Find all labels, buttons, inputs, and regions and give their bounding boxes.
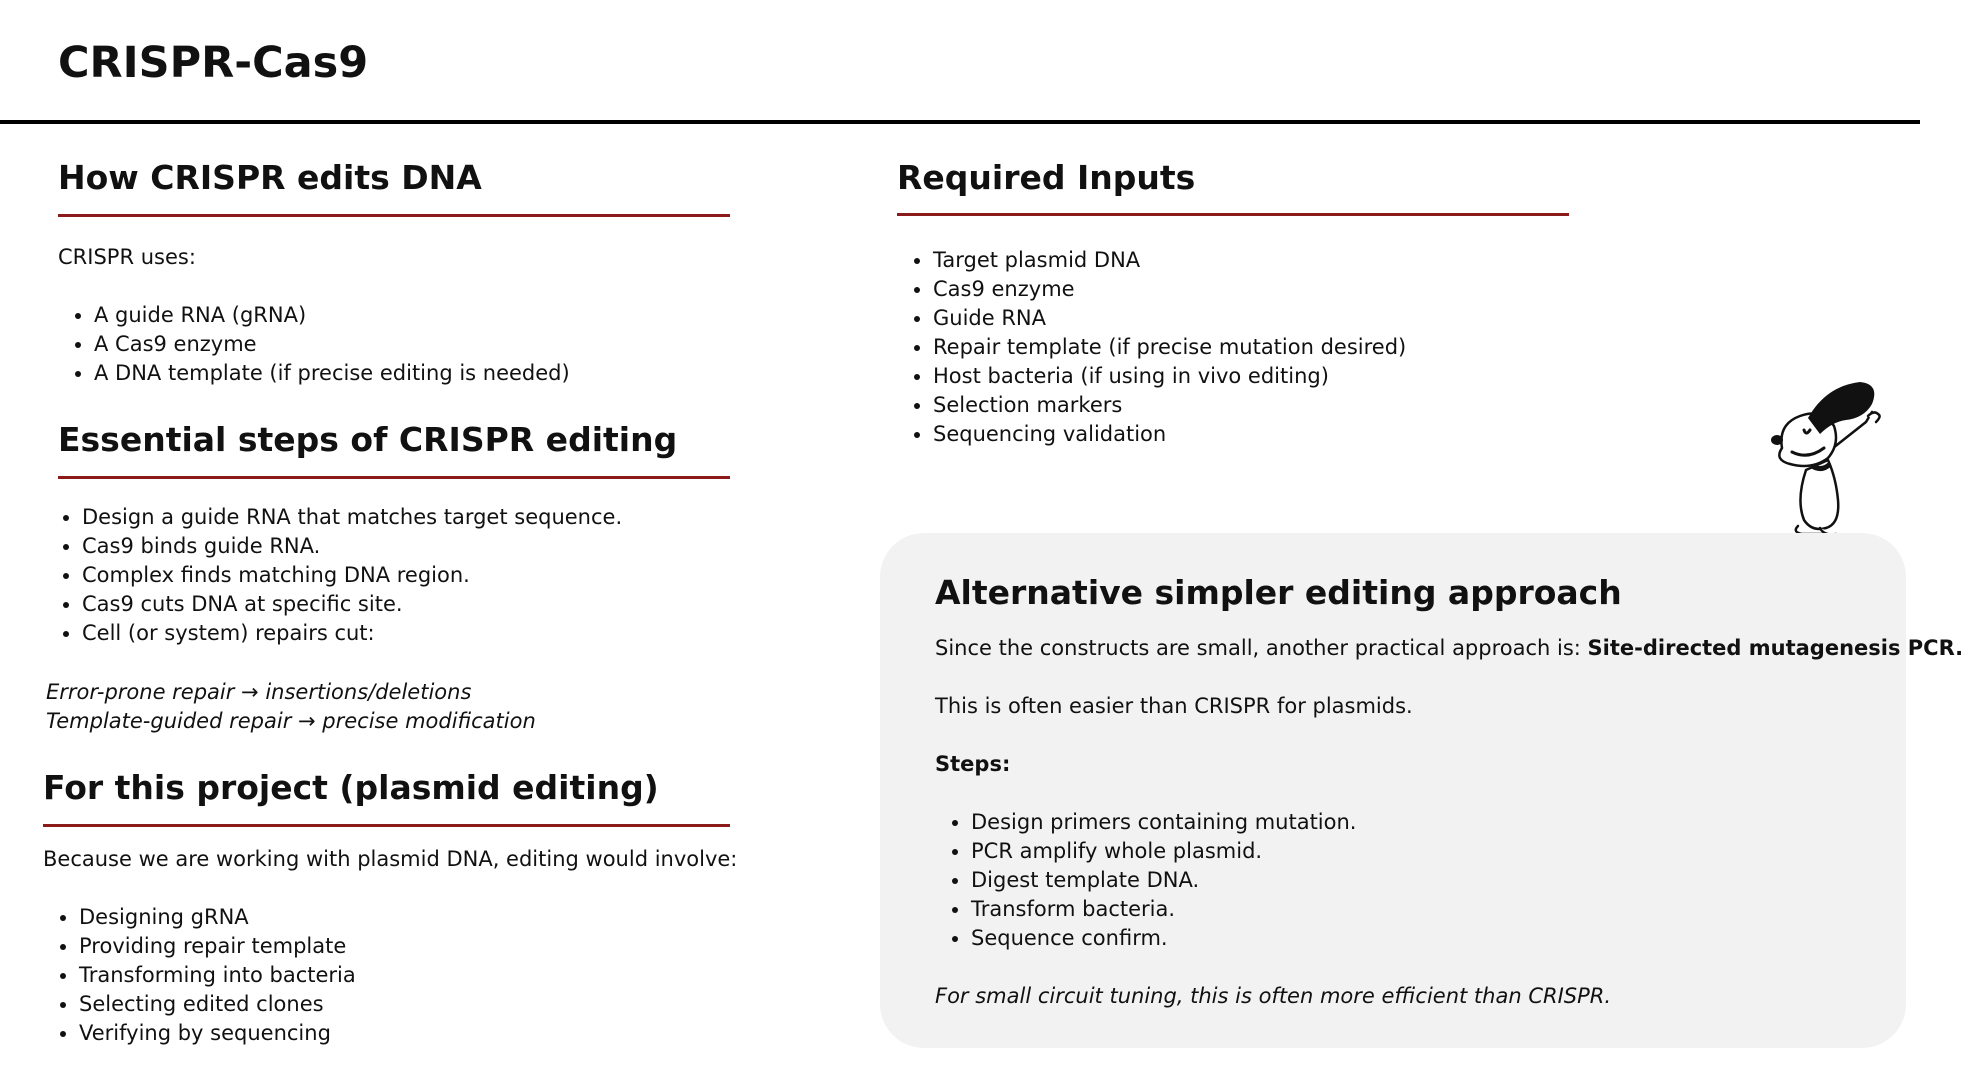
note-text: For small circuit tuning, this is often more efficient than CRISPR. (935, 984, 1612, 1008)
list-item: • Providing repair template (79, 932, 730, 961)
section-essential-steps (58, 420, 730, 648)
alternative-approach-card (880, 533, 1963, 1048)
section-required-inputs (897, 158, 1569, 449)
intro-text (935, 634, 1963, 663)
repair-outcome: Template-guided repair → precise modification (46, 709, 536, 733)
list-item: • Sequencing validation (933, 420, 1569, 449)
list-item: • Host bacteria (if using in vivo editing) (933, 362, 1569, 391)
section-heading: For this project (plasmid editing) (43, 768, 659, 807)
section-heading: How CRISPR edits DNA (58, 158, 482, 197)
section-how-crispr (58, 158, 730, 388)
list-item: • Selecting edited clones (79, 990, 730, 1019)
steps-list (58, 503, 730, 648)
section-divider (897, 213, 1569, 216)
card-heading: Alternative simpler editing approach (935, 573, 1622, 612)
list-item: • Cas9 binds guide RNA. (82, 532, 730, 561)
list-item: • Cell (or system) repairs cut: (82, 619, 730, 648)
page-header (0, 0, 1920, 124)
list-item: • Verifying by sequencing (79, 1019, 730, 1048)
repair-outcomes (46, 678, 536, 736)
card-content (935, 573, 1963, 1011)
list-item: • A guide RNA (gRNA) (94, 301, 730, 330)
list-item: • Repair template (if precise mutation desired) (933, 333, 1569, 362)
list-item: • Transforming into bacteria (79, 961, 730, 990)
section-project (43, 768, 738, 1048)
intro-text: CRISPR uses: (58, 245, 196, 269)
intro-text: Because we are working with plasmid DNA, editing would involve: (43, 847, 738, 871)
repair-outcome: Error-prone repair → insertions/deletions (46, 680, 472, 704)
easier-text: This is often easier than CRISPR for plasmids. (935, 694, 1413, 718)
list-item: • Designing gRNA (79, 903, 730, 932)
list-item: • Sequence confirm. (971, 924, 1963, 953)
page-title: CRISPR-Cas9 (58, 38, 369, 88)
steps-label: Steps: (935, 752, 1011, 776)
section-divider (43, 824, 730, 827)
project-list (43, 903, 730, 1048)
list-item: • Cas9 cuts DNA at specific site. (82, 590, 730, 619)
list-item: • PCR amplify whole plasmid. (971, 837, 1963, 866)
list-item: • Design a guide RNA that matches target sequence. (82, 503, 730, 532)
section-heading: Essential steps of CRISPR editing (58, 420, 678, 459)
list-item: • Cas9 enzyme (933, 275, 1569, 304)
list-item: • Design primers containing mutation. (971, 808, 1963, 837)
list-item: • Guide RNA (933, 304, 1569, 333)
intro-plain: Since the constructs are small, another practical approach is: (935, 636, 1588, 660)
list-item: • Transform bacteria. (971, 895, 1963, 924)
list-item: • Digest template DNA. (971, 866, 1963, 895)
section-divider (58, 476, 730, 479)
section-heading: Required Inputs (897, 158, 1196, 197)
list-item: • A Cas9 enzyme (94, 330, 730, 359)
list-item: • Target plasmid DNA (933, 246, 1569, 275)
inputs-list (897, 246, 1569, 449)
list-item: • Selection markers (933, 391, 1569, 420)
list-item: • A DNA template (if precise editing is needed) (94, 359, 730, 388)
snoopy-cheering-icon (1768, 360, 1904, 538)
how-list (58, 301, 730, 388)
list-item: • Complex finds matching DNA region. (82, 561, 730, 590)
alt-steps-list (935, 808, 1963, 953)
section-divider (58, 214, 730, 217)
intro-bold: Site-directed mutagenesis PCR. (1587, 636, 1963, 660)
